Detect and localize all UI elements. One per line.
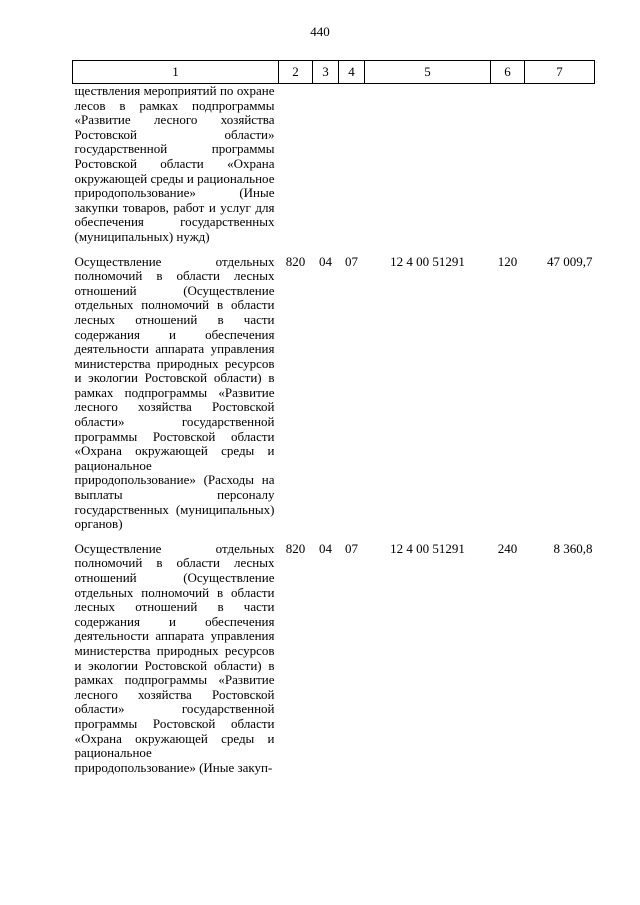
row-section: 04 — [319, 540, 332, 556]
row-section: 04 — [319, 253, 332, 269]
header-row — [73, 61, 595, 84]
row-description: Осуществление отдельных полномочий в области лесных отношений (Осуществление отдельных полномочий в области лесных отношений в части содержания и обеспечения деятельности аппарата управления министерства природных ресурсов и экологии Ростовской области) в рамках подпрограммы «Развитие лесного хозяйства Ростовской области» государственной программы Ростовской области «Охрана окружающей среды и рациональное природопользование» (Иные закуп- — [74, 540, 275, 775]
row-ministry — [279, 84, 313, 245]
table-row — [73, 245, 595, 532]
row-expense-type: 240 — [497, 540, 518, 556]
row-expense-type — [491, 84, 525, 245]
row-subsection: 07 — [345, 540, 358, 556]
row-description: ществления мероприятий по охране лесов в рамках подпрограммы «Развитие лесного хозяйства Ростовской области» государственной программы Ростовской области «Охрана окружающей среды и рациональное природопользование» (Иные закупки товаров, работ и услуг для обеспечения государственных (муниципальных) нужд) — [74, 83, 275, 244]
header-cell-2: 2 — [279, 61, 313, 84]
row-amount: 47 009,7 — [547, 253, 593, 269]
row-section — [313, 84, 339, 245]
row-subsection: 07 — [345, 253, 358, 269]
row-target-article: 12 4 00 51291 — [390, 253, 465, 269]
row-target-article — [365, 84, 491, 245]
table-row — [73, 84, 595, 245]
header-cell-7: 7 — [525, 61, 595, 84]
header-cell-6: 6 — [491, 61, 525, 84]
row-expense-type: 120 — [497, 253, 518, 269]
table-header — [73, 61, 595, 84]
page-number: 440 — [310, 24, 330, 39]
row-amount — [525, 84, 595, 245]
header-cell-4: 4 — [339, 61, 365, 84]
row-subsection — [339, 84, 365, 245]
row-ministry: 820 — [285, 540, 306, 556]
budget-table — [72, 60, 595, 775]
table-body — [73, 84, 595, 776]
row-target-article: 12 4 00 51291 — [390, 540, 465, 556]
row-amount: 8 360,8 — [553, 540, 593, 556]
header-cell-5: 5 — [365, 61, 491, 84]
row-ministry: 820 — [285, 253, 306, 269]
header-cell-3: 3 — [313, 61, 339, 84]
row-description: Осуществление отдельных полномочий в области лесных отношений (Осуществление отдельных полномочий в области лесных отношений в части содержания и обеспечения деятельности аппарата управления министерства природных ресурсов и экологии Ростовской области) в рамках подпрограммы «Развитие лесного хозяйства Ростовской области» государственной программы Ростовской области «Охрана окружающей среды и рациональное природопользование» (Расходы на выплаты персоналу государственных (муниципальных) органов) — [74, 253, 275, 532]
table-row — [73, 532, 595, 776]
header-cell-1: 1 — [73, 61, 279, 84]
